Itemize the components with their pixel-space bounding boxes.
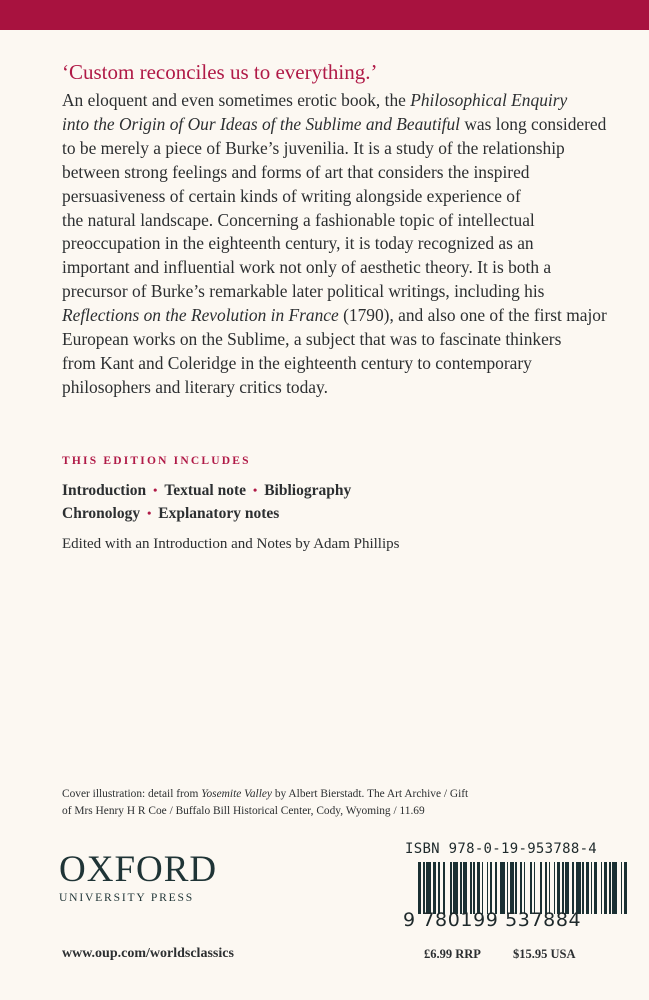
text-run: was long considered (460, 113, 607, 134)
text-run: from Kant and Coleridge in the eighteenth century to contemporary (62, 352, 532, 373)
logo-wordmark: OXFORD (59, 849, 218, 890)
italic-title: Philosophical Enquiry (410, 90, 568, 110)
isbn-label: ISBN 978-0-19-953788-4 (405, 841, 598, 857)
includes-item: Chronology (62, 505, 141, 522)
text-run: Cover illustration: detail from (62, 788, 202, 800)
blurb-line (62, 89, 622, 113)
price-usd: $15.95 USA (513, 947, 576, 961)
blurb-line (62, 352, 622, 376)
blurb-line (62, 328, 622, 352)
blurb-paragraph (62, 89, 622, 400)
blurb-line (62, 137, 622, 161)
blurb-line (62, 376, 622, 400)
edition-includes-list (62, 479, 351, 525)
barcode-digits: 9 780199 537884 (403, 909, 582, 931)
blurb-line (62, 185, 622, 209)
publisher-url[interactable]: www.oup.com/worldsclassics (62, 946, 234, 961)
top-color-band (0, 0, 649, 30)
edition-includes-heading: THIS EDITION INCLUDES (62, 455, 251, 467)
text-run: (1790), and also one of the first major (338, 305, 607, 326)
text-run: between strong feelings and forms of art that considers the inspired (62, 161, 530, 182)
logo-subtitle: UNIVERSITY PRESS (59, 891, 194, 904)
blurb-line (62, 113, 622, 137)
bullet-icon: • (153, 483, 158, 497)
barcode-bar (624, 862, 627, 914)
blurb-line (62, 304, 622, 328)
includes-item: Introduction (62, 482, 147, 499)
text-run: philosophers and literary critics today. (62, 376, 328, 397)
blurb-line (62, 232, 622, 256)
text-run: of Mrs Henry H R Coe / Buffalo Bill Historical Center, Cody, Wyoming / 11.69 (62, 805, 425, 817)
includes-item: Bibliography (264, 482, 352, 499)
cover-illustration-credit (62, 786, 468, 820)
italic-title: Yosemite Valley (201, 788, 272, 800)
bullet-icon: • (253, 483, 258, 497)
italic-title: Reflections on the Revolution in France (62, 305, 339, 326)
text-run: An eloquent and even sometimes erotic book, the (62, 90, 411, 110)
text-run: important and influential work not only of aesthetic theory. It is both a (62, 257, 552, 278)
text-run: persuasiveness of certain kinds of writing alongside experience of (62, 185, 521, 206)
italic-title: into the Origin of Our Ideas of the Sublime and Beautiful (62, 113, 461, 134)
includes-row (62, 479, 351, 502)
price-gbp: £6.99 RRP (424, 947, 481, 961)
text-run: by Albert Bierstadt. The Art Archive / Gift (271, 788, 469, 800)
blurb-line (62, 280, 622, 304)
text-run: the natural landscape. Concerning a fashionable topic of intellectual (62, 209, 535, 230)
blurb-line (62, 209, 622, 233)
includes-item: Explanatory notes (158, 505, 280, 522)
includes-row (62, 502, 351, 525)
pull-quote: ‘Custom reconciles us to everything.’ (62, 60, 378, 84)
text-run: precursor of Burke’s remarkable later political writings, including his (62, 281, 545, 302)
text-run: European works on the Sublime, a subject that was to fascinate thinkers (62, 329, 562, 350)
includes-item: Textual note (164, 482, 246, 499)
credit-line (62, 786, 468, 803)
editor-credit: Edited with an Introduction and Notes by Adam Phillips (62, 536, 400, 552)
publisher-logo (59, 849, 218, 904)
bullet-icon: • (147, 506, 152, 520)
blurb-line (62, 256, 622, 280)
blurb-line (62, 161, 622, 185)
barcode-icon (418, 862, 628, 914)
credit-line (62, 803, 468, 820)
text-run: to be merely a piece of Burke’s juvenilia. It is a study of the relationship (62, 137, 565, 158)
text-run: preoccupation in the eighteenth century, it is today recognized as an (62, 233, 534, 254)
